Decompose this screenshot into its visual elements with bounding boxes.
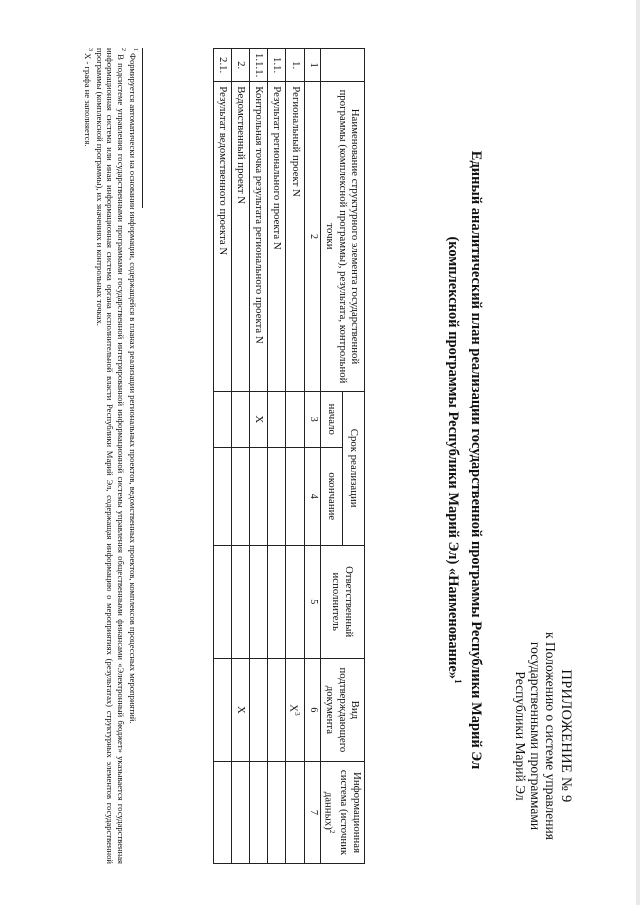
header-document: Вид подтверждающего документа (320, 658, 364, 761)
header-name: Наименование структурного элемента государственной программы (комплексной программы), результата, контрольной точки (320, 82, 364, 391)
row-document (214, 658, 232, 761)
row-name: Результат ведомственного проекта N (214, 82, 232, 391)
header-num (320, 49, 364, 82)
header-responsible: Ответственный исполнитель (320, 545, 364, 658)
footnote-3 (82, 48, 94, 864)
document-title (444, 110, 485, 810)
footnote-2-text: В подсистеме управления государственными программами государственной интегрированной информационной системы управления общественными финансами «Электронный бюджет» указывается государственная информационная система или иная информационная система органа исполнительной власти Республики Марий Эл, содержащая информацию о мероприятиях (результатах) структурных элементов государственной программы (комплексной программы), их значениях и контрольных точках. (95, 48, 126, 864)
row-responsible (232, 545, 250, 658)
title-line-2-wrap (444, 110, 467, 810)
row-responsible (286, 545, 305, 658)
annex-header (513, 586, 573, 886)
title-line-1: Единый аналитический план реализации государственной программы Республики Марий Эл (468, 150, 484, 770)
row-document-value: X (287, 704, 300, 713)
table-row (214, 49, 232, 864)
row-num: 2. (232, 49, 250, 82)
row-num: 1.1.1. (250, 49, 268, 82)
row-end (268, 447, 286, 545)
column-number: 4 (305, 447, 321, 545)
row-responsible (250, 545, 268, 658)
header-info (320, 762, 364, 864)
row-responsible (268, 545, 286, 658)
column-number: 6 (305, 658, 321, 761)
row-document (268, 658, 286, 761)
table-row (286, 49, 305, 864)
table-row (268, 49, 286, 864)
row-name: Региональный проект N (286, 82, 305, 391)
row-num: 2.1. (214, 49, 232, 82)
scan-edge (636, 0, 640, 905)
column-number: 3 (305, 391, 321, 447)
row-info (250, 762, 268, 864)
row-end (214, 447, 232, 545)
row-document (286, 658, 305, 761)
column-number: 1 (305, 49, 321, 82)
header-period: Срок реализации (342, 391, 364, 545)
footnote-divider (142, 48, 143, 208)
row-start (286, 391, 305, 447)
column-number: 5 (305, 545, 321, 658)
row-info (286, 762, 305, 864)
header-row-1 (342, 49, 364, 864)
table-row (232, 49, 250, 864)
row-document-mark: 3 (293, 712, 302, 716)
row-start (232, 391, 250, 447)
row-responsible (214, 545, 232, 658)
row-num: 1.1. (268, 49, 286, 82)
row-num: 1. (286, 49, 305, 82)
header-end: окончание (320, 447, 342, 545)
header-info-label: Информационная система (источник данных) (322, 769, 363, 856)
table-row (250, 49, 268, 864)
row-end (250, 447, 268, 545)
column-number: 2 (305, 82, 321, 391)
header-info-mark: 2 (328, 829, 336, 834)
annex-line-1: к Положению о системе управления (543, 632, 558, 840)
column-number: 7 (305, 762, 321, 864)
footnote-1-mark: 1 (132, 48, 138, 51)
footnote-1 (128, 48, 140, 864)
row-end (286, 447, 305, 545)
row-name: Контрольная точка результата регионального проекта N (250, 82, 268, 391)
title-line-2: (комплексной программы Республики Марий Эл) «Наименование» (445, 236, 462, 680)
footnotes (82, 48, 140, 864)
footnote-2-mark: 2 (119, 48, 126, 51)
plan-table (213, 48, 365, 864)
row-end (232, 447, 250, 545)
row-info (268, 762, 286, 864)
annex-line-3: Республики Марий Эл (513, 671, 528, 801)
row-info (232, 762, 250, 864)
footnote-2 (95, 48, 128, 864)
column-number-row (305, 49, 321, 864)
row-start (214, 391, 232, 447)
row-document (250, 658, 268, 761)
row-start: X (250, 391, 268, 447)
header-start: начало (320, 391, 342, 447)
footnote-3-mark: 3 (86, 48, 93, 51)
footnote-1-text: Формируется автоматически на основании информации, содержащейся в планах реализации региональных проектов, ведомственных проектов, комплексов процессных мероприятий. (128, 53, 139, 724)
row-start (268, 391, 286, 447)
footnote-3-text: Х - графа не заполняется. (82, 53, 93, 147)
annex-line-2: государственными программами (528, 641, 543, 831)
row-name: Ведомственный проект N (232, 82, 250, 391)
row-document: X (232, 658, 250, 761)
title-footnote-mark: 1 (453, 679, 463, 684)
annex-number: ПРИЛОЖЕНИЕ № 9 (558, 669, 574, 803)
row-name: Результат регионального проекта N (268, 82, 286, 391)
row-info (214, 762, 232, 864)
